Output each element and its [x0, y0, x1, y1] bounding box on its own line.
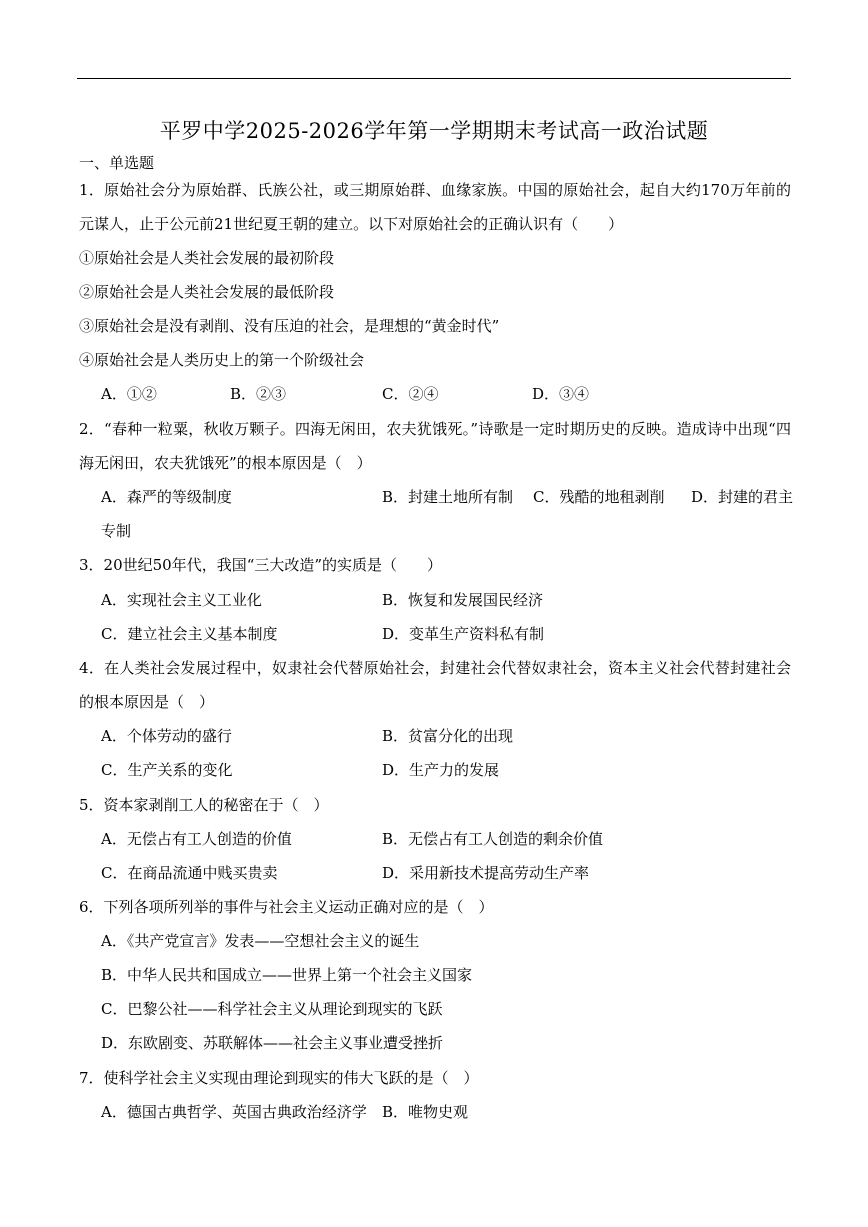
question-4-option-b[interactable]: B．贫富分化的出现: [382, 727, 514, 745]
question-2-option-b[interactable]: B．封建土地所有制: [382, 488, 514, 506]
question-5-option-b[interactable]: B．无偿占有工人创造的剩余价值: [382, 830, 604, 848]
header-rule: [77, 78, 791, 79]
question-6-option-b[interactable]: B．中华人民共和国成立——世界上第一个社会主义国家: [101, 966, 473, 984]
question-1-stem-line-1: 1．原始社会分为原始群、氏族公社，或三期原始群、血缘家族。中国的原始社会，起自大约170万年前的: [79, 181, 791, 199]
question-5-option-c[interactable]: C．在商品流通中贱买贵卖: [101, 864, 278, 882]
question-1-option-d[interactable]: D．③④: [532, 385, 590, 403]
question-1-option-c[interactable]: C．②④: [382, 385, 439, 403]
question-3-stem: 3．20世纪50年代，我国“三大改造”的实质是（ ）: [79, 556, 443, 574]
question-1-option-b[interactable]: B．②③: [230, 385, 287, 403]
question-1-statement-2: ②原始社会是人类社会发展的最低阶段: [79, 283, 335, 301]
question-7-stem: 7．使科学社会主义实现由理论到现实的伟大飞跃的是（ ）: [79, 1069, 479, 1087]
question-1-statement-1: ①原始社会是人类社会发展的最初阶段: [79, 249, 335, 267]
question-2-stem-line-1: 2．“春种一粒粟，秋收万颗子。四海无闲田，农夫犹饿死。”诗歌是一定时期历史的反映。造成诗中出现“四: [79, 420, 791, 438]
question-7-option-b[interactable]: B．唯物史观: [382, 1103, 469, 1121]
question-2-option-d-continued: 专制: [101, 522, 132, 540]
question-1-stem-line-2: 元谋人，止于公元前21世纪夏王朝的建立。以下对原始社会的正确认识有（ ）: [79, 215, 624, 233]
question-1-statement-3: ③原始社会是没有剥削、没有压迫的社会，是理想的“黄金时代”: [79, 317, 500, 335]
question-2-stem-line-2: 海无闲田，农夫犹饿死”的根本原因是（ ）: [79, 454, 372, 472]
question-5-option-a[interactable]: A．无偿占有工人创造的价值: [101, 830, 292, 848]
question-6-stem: 6．下列各项所列举的事件与社会主义运动正确对应的是（ ）: [79, 898, 494, 916]
question-4-stem-line-1: 4．在人类社会发展过程中，奴隶社会代替原始社会，封建社会代替奴隶社会，资本主义社会代替封建社会: [79, 659, 791, 677]
question-6-option-c[interactable]: C．巴黎公社——科学社会主义从理论到现实的飞跃: [101, 1000, 443, 1018]
question-2-option-a[interactable]: A．森严的等级制度: [101, 488, 232, 506]
question-1-statement-4: ④原始社会是人类历史上的第一个阶级社会: [79, 351, 365, 369]
section-heading: 一、单选题: [79, 154, 155, 172]
question-4-stem-line-2: 的根本原因是（ ）: [79, 693, 215, 711]
page-title: 平罗中学2025-2026学年第一学期期末考试高一政治试题: [159, 119, 709, 143]
question-4-option-c[interactable]: C．生产关系的变化: [101, 761, 233, 779]
question-3-option-d[interactable]: D．变革生产资料私有制: [382, 625, 545, 643]
question-3-option-a[interactable]: A．实现社会主义工业化: [101, 591, 262, 609]
question-1-option-a[interactable]: A．①②: [101, 385, 157, 403]
question-4-option-a[interactable]: A．个体劳动的盛行: [101, 727, 232, 745]
question-3-option-b[interactable]: B．恢复和发展国民经济: [382, 591, 544, 609]
question-2-option-d[interactable]: D．封建的君主: [691, 488, 794, 506]
question-4-option-d[interactable]: D．生产力的发展: [382, 761, 500, 779]
question-5-option-d[interactable]: D．采用新技术提高劳动生产率: [382, 864, 590, 882]
question-6-option-a[interactable]: A．《共产党宣言》发表——空想社会主义的诞生: [101, 932, 420, 950]
question-3-option-c[interactable]: C．建立社会主义基本制度: [101, 625, 278, 643]
question-2-option-c[interactable]: C．残酷的地租剥削: [533, 488, 665, 506]
question-6-option-d[interactable]: D．东欧剧变、苏联解体——社会主义事业遭受挫折: [101, 1034, 444, 1052]
question-7-option-a[interactable]: A．德国古典哲学、英国古典政治经济学: [101, 1103, 367, 1121]
question-5-stem: 5．资本家剥削工人的秘密在于（ ）: [79, 796, 329, 814]
